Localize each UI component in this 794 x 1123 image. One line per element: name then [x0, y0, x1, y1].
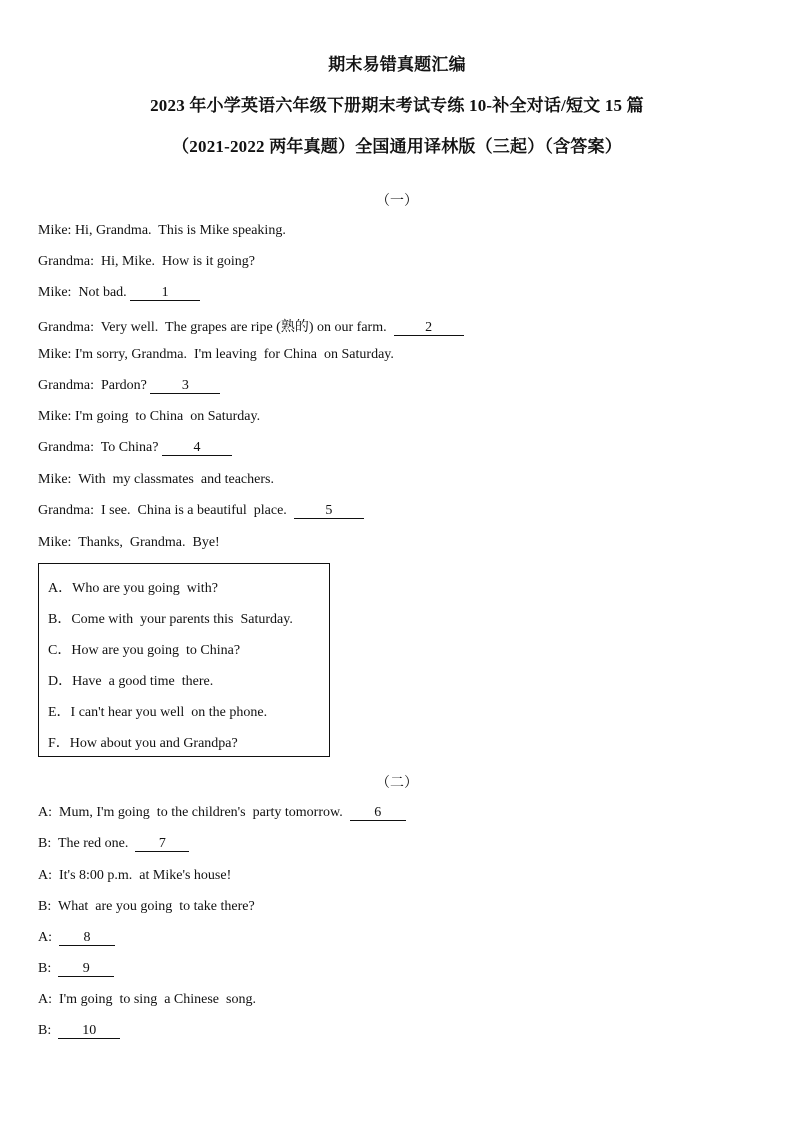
answer-blank[interactable]: 7: [135, 837, 189, 852]
part1-dialogue-line: [38, 440, 232, 456]
dialogue-text: Mike: Not bad.: [38, 285, 131, 300]
doc-title: 期末易错真题汇编: [328, 55, 466, 74]
part2-dialogue-line: [38, 1023, 120, 1039]
option-c: C．How are you going to China?: [48, 643, 241, 658]
dialogue-text: Mike: Hi, Grandma. This is Mike speaking.: [38, 223, 286, 238]
dialogue-text: Mike: With my classmates and teachers.: [38, 472, 274, 487]
answer-blank[interactable]: 9: [58, 962, 114, 977]
part2-dialogue-line: [38, 805, 406, 821]
part1-dialogue-line: [38, 503, 364, 519]
answer-blank[interactable]: 3: [150, 379, 220, 394]
dialogue-text: A: I'm going to sing a Chinese song.: [38, 992, 256, 1007]
answer-blank[interactable]: 1: [130, 286, 200, 301]
part2-dialogue-line: [38, 868, 231, 884]
section-heading-2: （二）: [376, 776, 418, 791]
dialogue-text: Grandma: To China?: [38, 440, 162, 455]
dialogue-text: B: What are you going to take there?: [38, 899, 255, 914]
part2-dialogue-line: [38, 836, 189, 852]
part1-dialogue-line: [38, 472, 274, 488]
part1-dialogue-line: [38, 316, 464, 336]
part1-dialogue-line: [38, 347, 394, 363]
dialogue-text: A:: [38, 930, 59, 945]
part1-dialogue-line: [38, 223, 286, 239]
dialogue-text: B:: [38, 961, 59, 976]
answer-blank[interactable]: 8: [59, 931, 115, 946]
dialogue-text: Grandma: Pardon?: [38, 378, 151, 393]
part2-dialogue-line: [38, 992, 256, 1008]
part1-dialogue-line: [38, 254, 255, 270]
section-heading-1: （一）: [376, 194, 418, 209]
option-a: A．Who are you going with?: [48, 581, 218, 596]
answer-blank[interactable]: 6: [350, 806, 406, 821]
part1-dialogue-line: [38, 378, 220, 394]
answer-blank[interactable]: 10: [58, 1024, 120, 1039]
answer-blank[interactable]: 4: [162, 441, 232, 456]
dialogue-text: Grandma: I see. China is a beautiful place.: [38, 503, 294, 518]
dialogue-text: A: Mum, I'm going to the children's party tomorrow.: [38, 805, 350, 820]
dialogue-text: Mike: I'm going to China on Saturday.: [38, 409, 261, 424]
option-d: D．Have a good time there.: [48, 674, 214, 689]
dialogue-text: B:: [38, 1023, 59, 1038]
dialogue-text: A: It's 8:00 p.m. at Mike's house!: [38, 868, 232, 883]
part1-dialogue-line: [38, 285, 200, 301]
options-box: [38, 563, 330, 757]
option-f: F．How about you and Grandpa?: [48, 736, 238, 751]
part2-dialogue-line: [38, 899, 255, 915]
option-b: B．Come with your parents this Saturday.: [48, 612, 293, 627]
part1-dialogue-line: [38, 409, 260, 425]
dialogue-text: Grandma: Very well. The grapes are ripe (熟的) on our farm.: [38, 320, 394, 335]
dialogue-text: Mike: I'm sorry, Grandma. I'm leaving for China on Saturday.: [38, 347, 394, 362]
doc-subtitle: 2023 年小学英语六年级下册期末考试专练 10-补全对话/短文 15 篇: [150, 96, 644, 115]
answer-blank[interactable]: 5: [294, 504, 364, 519]
option-e: E．I can't hear you well on the phone.: [48, 705, 268, 720]
dialogue-text: Grandma: Hi, Mike. How is it going?: [38, 254, 255, 269]
dialogue-text: Mike: Thanks, Grandma. Bye!: [38, 535, 220, 550]
part2-dialogue-line: [38, 930, 115, 946]
part1-dialogue-line: [38, 535, 220, 551]
part2-dialogue-line: [38, 961, 114, 977]
doc-subtitle-2: （2021-2022 两年真题）全国通用译林版（三起）（含答案）: [172, 137, 622, 156]
answer-blank[interactable]: 2: [394, 321, 464, 336]
dialogue-text: B: The red one.: [38, 836, 136, 851]
